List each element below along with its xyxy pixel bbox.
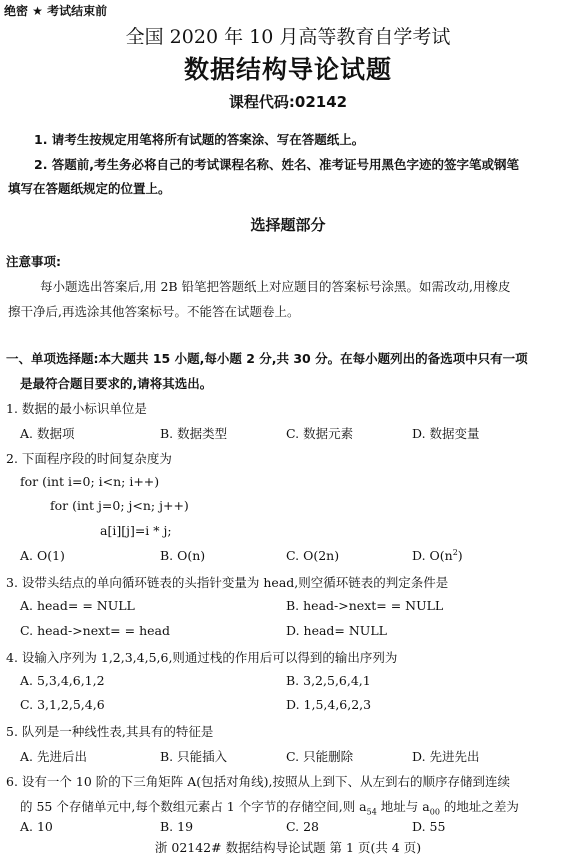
instruction-1: 1. 请考生按规定用笔将所有试题的答案涂、写在答题纸上。 [34, 132, 365, 147]
question-5-stem: 5. 队列是一种线性表,其具有的特征是 [6, 724, 214, 739]
question-4-option-d: D. 1,5,4,6,2,3 [286, 697, 372, 712]
question-6-stem: 6. 设有一个 10 阶的下三角矩阵 A(包括对角线),按照从上到下、从左到右的顺序存储到连续 [6, 774, 510, 789]
question-3-option-a: A. head= = NULL [20, 598, 135, 613]
question-5-option-b: B. 只能插入 [160, 749, 228, 764]
question-4-option-c: C. 3,1,2,5,4,6 [20, 697, 105, 712]
question-1-stem: 1. 数据的最小标识单位是 [6, 401, 147, 416]
question-5-option-c: C. 只能删除 [286, 749, 354, 764]
question-6-stem-2: 的 55 个存储单元中,每个数组元素占 1 个字节的存储空间,则 $a_{54}$ 地址与 $a_{00}$ 的地址之差为 [20, 799, 519, 817]
instruction-2a: 2. 答题前,考生务必将自己的考试课程名称、姓名、准考证号用黑色字迹的签字笔或钢笔 [34, 157, 520, 172]
question-2-code-3: a[i][j]=i * j; [100, 523, 172, 538]
question-6-option-b: B. 19 [160, 819, 194, 834]
question-6-option-d: D. 55 [412, 819, 446, 834]
question-5-option-d: D. 先进先出 [412, 749, 480, 764]
question-2-option-c: C. O(2n) [286, 548, 340, 563]
question-1-option-b: B. 数据类型 [160, 426, 228, 441]
question-5-option-a: A. 先进后出 [20, 749, 87, 764]
notes-line-2: 擦干净后,再选涂其他答案标号。不能答在试题卷上。 [8, 304, 300, 319]
part1-heading-a: 一、单项选择题:本大题共 15 小题,每小题 2 分,共 30 分。在每小题列出的备选项中只有一项 [6, 351, 528, 366]
question-2-option-d: D. $O(n^2)$ [412, 548, 463, 564]
page-footer: 浙 02142# 数据结构导论试题 第 1 页(共 4 页) [154, 840, 422, 855]
question-6-option-c: C. 28 [286, 819, 319, 834]
question-3-option-d: D. head= NULL [286, 623, 387, 638]
part1-heading-b: 是最符合题目要求的,请将其选出。 [20, 376, 213, 391]
question-4-option-b: B. 3,2,5,6,4,1 [286, 673, 371, 688]
question-6-option-a: A. 10 [20, 819, 53, 834]
question-1-option-c: C. 数据元素 [286, 426, 354, 441]
question-2-code-1: for (int i=0; i<n; i++) [20, 474, 160, 489]
question-2-code-2: for (int j=0; j<n; j++) [50, 498, 189, 513]
instruction-2b: 填写在答题纸规定的位置上。 [8, 181, 171, 196]
course-code: 课程代码:02142 [228, 93, 348, 111]
notes-title: 注意事项: [6, 254, 61, 269]
question-4-option-a: A. 5,3,4,6,1,2 [20, 673, 105, 688]
question-3-stem: 3. 设带头结点的单向循环链表的头指针变量为 head,则空循环链表的判定条件是 [6, 575, 449, 590]
secret-label: 绝密 ★ 考试结束前 [4, 4, 108, 18]
question-4-stem: 4. 设输入序列为 1,2,3,4,5,6,则通过栈的作用后可以得到的输出序列为 [6, 650, 398, 665]
question-2-option-a: A. O(1) [20, 548, 65, 563]
section-title: 选择题部分 [250, 216, 326, 234]
question-2-option-b: B. O(n) [160, 548, 206, 563]
question-1-option-d: D. 数据变量 [412, 426, 480, 441]
notes-line-1: 每小题选出答案后,用 2B 铅笔把答题纸上对应题目的答案标号涂黑。如需改动,用橡皮 [40, 279, 511, 294]
question-1-option-a: A. 数据项 [20, 426, 75, 441]
exam-name: 全国 2020 年 10 月高等教育自学考试 [125, 26, 451, 48]
paper-title: 数据结构导论试题 [183, 55, 392, 84]
question-3-option-c: C. head->next= = head [20, 623, 170, 638]
question-3-option-b: B. head->next= = NULL [286, 598, 444, 613]
question-2-stem: 2. 下面程序段的时间复杂度为 [6, 451, 172, 466]
